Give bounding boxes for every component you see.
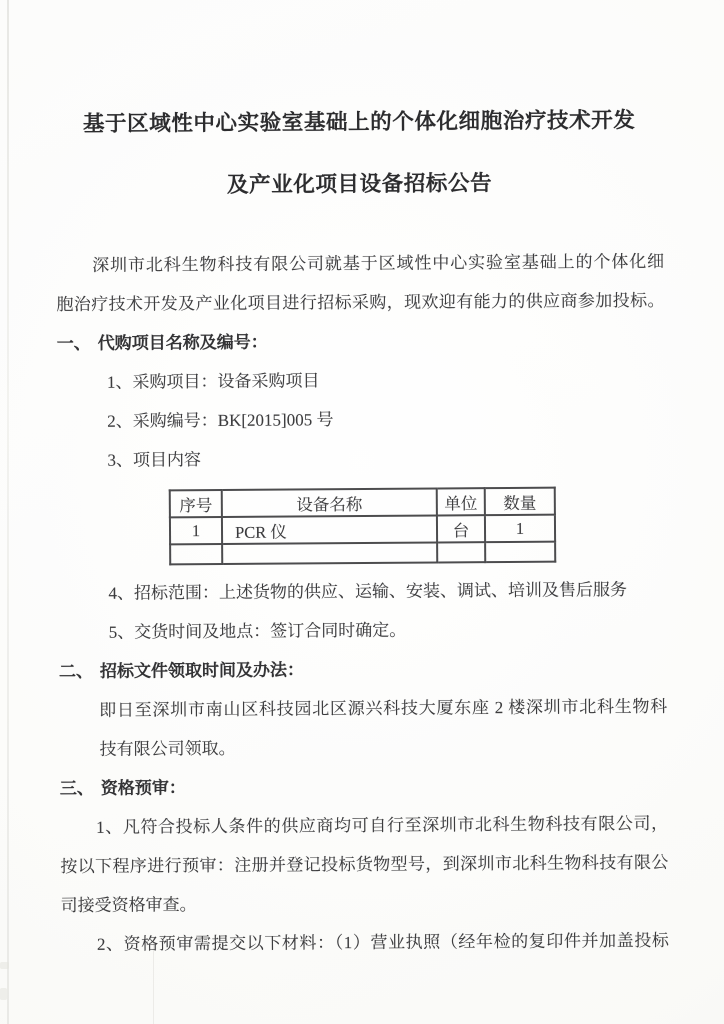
intro-line-1: 深圳市北科生物科技有限公司就基于区域性中心实验室基础上的个体化细 — [92, 251, 665, 275]
table-cell — [222, 542, 437, 564]
table-row — [170, 542, 555, 565]
section-3-number: 三、 — [59, 778, 94, 799]
section-2-title: 招标文件领取时间及办法： — [99, 660, 305, 681]
section-1-number: 一、 — [56, 333, 91, 354]
section-1-item-3: 3、项目内容 — [107, 450, 202, 470]
section-3-para1-line-3: 司接受资格审查。 — [60, 895, 197, 916]
table-cell: 台 — [437, 515, 485, 542]
section-3-heading — [60, 765, 668, 808]
table-header-cell: 数量 — [485, 488, 555, 515]
scan-smudge — [0, 962, 9, 969]
table-cell — [170, 544, 222, 564]
table-cell: 1 — [485, 515, 555, 542]
scan-edge-line — [7, 0, 9, 1024]
section-1-item-2: 2、采购编号：BK[2015]005 号 — [107, 410, 334, 431]
section-3-para2-line-1: 2、资格预审需提交以下材料：（1）营业执照（经年检的复印件并加盖投标 — [96, 930, 669, 954]
table-header-cell: 单位 — [437, 488, 485, 515]
scan-smudge — [0, 988, 7, 1000]
document-title-line2: 及产业化项目设备招标公告 — [226, 171, 493, 197]
section-3-para1-line-1: 1、凡符合投标人条件的供应商均可自行至深圳市北科生物科技有限公司， — [96, 813, 669, 837]
section-1-item-4: 4、招标范围：上述货物的供应、运输、安装、调试、培训及售后服务 — [108, 580, 628, 603]
section-3-para1-line-2: 按以下程序进行预审：注册并登记投标货物型号，到深圳市北科生物科技有限公 — [60, 852, 669, 877]
equipment-table — [169, 487, 557, 566]
section-1-item-5: 5、交货时间及地点：签订合同时确定。 — [108, 620, 407, 642]
table-cell: 1 — [170, 517, 222, 544]
document-title-line1: 基于区域性中心实验室基础上的个体化细胞治疗技术开发 — [82, 108, 636, 136]
intro-line-2: 胞治疗技术开发及产业化项目进行招标采购，现欢迎有能力的供应商参加投标。 — [56, 290, 665, 315]
section-2-body — [59, 687, 668, 769]
table-header-cell: 序号 — [170, 490, 222, 517]
section-1-heading — [57, 320, 665, 363]
table-cell — [485, 542, 555, 562]
intro-paragraph — [56, 242, 665, 324]
section-1-item-1: 1、采购项目：设备采购项目 — [106, 371, 320, 392]
table-cell: PCR 仪 — [222, 515, 437, 544]
equipment-table-header-row — [170, 488, 555, 518]
table-cell — [437, 542, 485, 562]
section-2-body-line-2: 技有限公司领取。 — [99, 738, 236, 759]
section-2-number: 二、 — [58, 661, 94, 682]
document-content — [54, 0, 669, 964]
section-2-heading — [59, 648, 667, 691]
section-2-body-line-1: 即日至深圳市南山区科技园北区源兴科技大厦东座 2 楼深圳市北科生物科 — [99, 696, 668, 720]
section-1-title: 代购项目名称及编号： — [97, 332, 268, 353]
section-3-title: 资格预审： — [100, 778, 186, 798]
table-row — [170, 515, 555, 545]
section-3-paragraph-1 — [60, 804, 669, 925]
table-header-cell: 设备名称 — [222, 488, 437, 517]
